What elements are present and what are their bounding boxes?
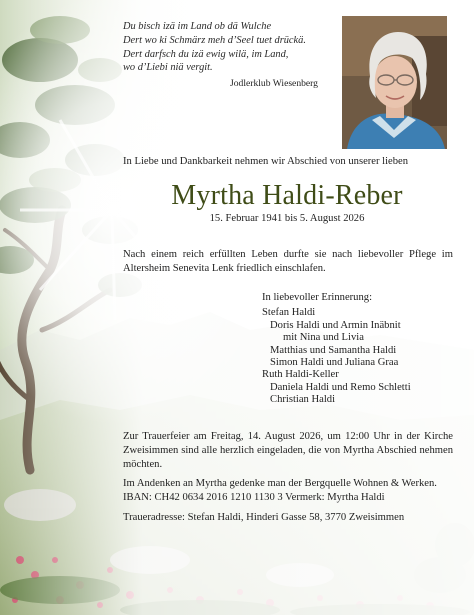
family-list [262,292,411,407]
poem-line: Dert wo ki Schmärz meh d’Seel tuet drückä. [123,34,306,46]
poem-credit: Jodlerklub Wiesenberg [230,78,318,89]
family-member: Simon Haldi und Juliana Graa [270,357,399,369]
deceased-name: Myrtha Haldi-Reber [171,180,403,211]
family-heading: In liebevoller Erinnerung: [262,292,373,303]
portrait-photo [342,16,447,149]
intro-text: In Liebe und Dankbarkeit nehmen wir Abschied von unserer lieben [123,156,409,167]
family-member: mit Nina und Livia [283,332,364,344]
life-dates: 15. Februar 1941 bis 5. August 2026 [209,213,365,224]
family-member: Ruth Haldi-Keller [262,369,339,381]
paragraph-funeral: Zur Trauerfeier am Freitag, 14. August 2026, um 12:00 Uhr in der Kirche Zweisimmen sind alle herzlich eingeladen, die von Myrtha Abschied nehmen möchten. [123,431,453,471]
family-member: Doris Haldi und Armin Inäbnit [270,319,401,331]
poem-line: Du bisch izä im Land ob dä Wulche [123,21,272,32]
mourning-address: Traueradresse: Stefan Haldi, Hinderi Gasse 58, 3770 Zweisimmen [123,512,405,523]
paragraph-donation [123,477,453,505]
poem [123,20,338,75]
family-member: Stefan Haldi [262,307,316,319]
poem-line: Dert darfsch du izä ewig wilä, im Land, [123,48,289,60]
poem-line: wo d’Liebi niä vergit. [123,62,213,74]
donation-line: Im Andenken an Myrtha gedenke man der Bergquelle Wohnen & Werken. [123,478,437,489]
family-member: Christian Haldi [270,394,336,406]
paragraph-passing: Nach einem reich erfüllten Leben durfte sie nach liebevoller Pflege im Altersheim Senevita Lenk friedlich einschlafen. [123,249,453,275]
family-member: Daniela Haldi und Remo Schletti [270,381,411,393]
iban-line: IBAN: CH42 0634 2016 1210 1130 3 Vermerk: Myrtha Haldi [123,492,385,504]
family-member: Matthias und Samantha Haldi [270,344,397,356]
